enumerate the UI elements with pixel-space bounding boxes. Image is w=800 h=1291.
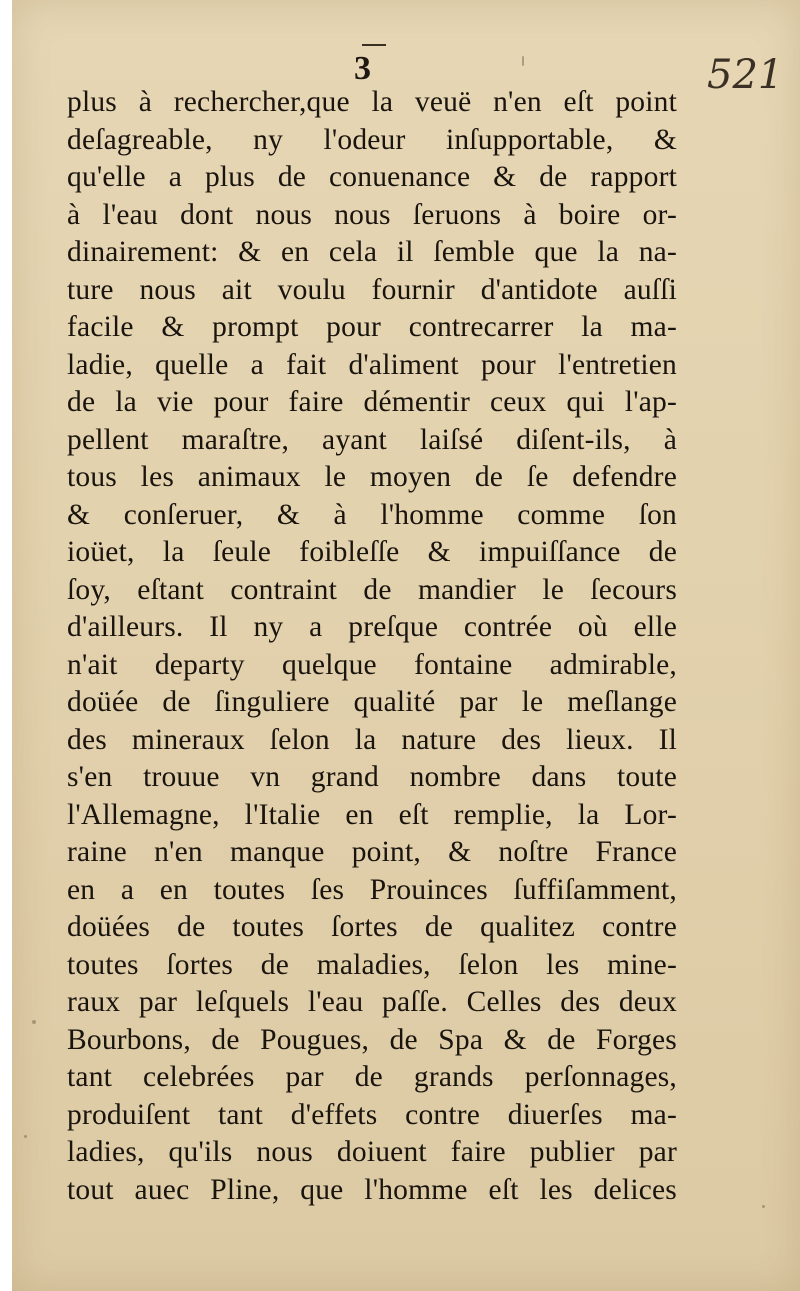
text-line: tout auec Pline, que l'homme eſt les delices <box>67 1173 677 1206</box>
page-number-rule <box>362 44 386 46</box>
text-line: raine n'en manque point, & noſtre France <box>67 836 677 868</box>
text-line: raux par leſquels l'eau paſſe. Celles des deux <box>67 986 677 1018</box>
page-number: 3 <box>354 50 371 87</box>
text-line: ioüet, la ſeule foibleſſe & impuiſſance de <box>67 536 677 568</box>
text-line: plus à rechercher,que la veuë n'en eſt point <box>67 86 677 118</box>
paper-speck <box>24 1135 27 1138</box>
text-line: tant celebrées par de grands perſonnages, <box>67 1061 677 1093</box>
text-line: doüée de ſinguliere qualité par le meſlange <box>67 686 677 718</box>
text-line: tous les animaux le moyen de ſe defendre <box>67 461 677 493</box>
text-line: & conſeruer, & à l'homme comme ſon <box>67 498 677 531</box>
text-line: d'ailleurs. Il ny a preſque contrée où elle <box>67 611 677 643</box>
text-line: ture nous ait voulu fournir d'antidote auſſi <box>67 273 677 306</box>
text-line: facile & prompt pour contrecarrer la ma- <box>67 311 677 343</box>
body-text <box>67 84 677 1209</box>
text-line: à l'eau dont nous nous ſeruons à boire or- <box>67 198 677 231</box>
text-line: deſagreable, ny l'odeur inſupportable, & <box>67 123 677 156</box>
text-line: ladies, qu'ils nous doiuent faire publier par <box>67 1136 677 1168</box>
text-line: n'ait departy quelque fontaine admirable, <box>67 648 677 681</box>
text-line: pellent maraſtre, ayant laiſsé diſent-ils, à <box>67 423 677 456</box>
folio-number: 521 <box>707 52 784 98</box>
text-line: ſoy, eſtant contraint de mandier le ſecours <box>67 573 677 606</box>
text-line: des mineraux ſelon la nature des lieux. Il <box>67 723 677 756</box>
text-line: l'Allemagne, l'Italie en eſt remplie, la Lor- <box>67 798 677 831</box>
paper-speck <box>32 1020 36 1024</box>
text-line: dinairement: & en cela il ſemble que la na- <box>67 236 677 268</box>
text-line: produiſent tant d'effets contre diuerſes ma- <box>67 1098 677 1131</box>
paper-speck <box>522 56 524 66</box>
text-line: ladie, quelle a fait d'aliment pour l'entretien <box>67 348 677 381</box>
text-line: Bourbons, de Pougues, de Spa & de Forges <box>67 1023 677 1056</box>
text-line: de la vie pour faire démentir ceux qui l'ap- <box>67 386 677 418</box>
paper-speck <box>762 1205 765 1208</box>
book-page <box>12 0 800 1291</box>
text-line: qu'elle a plus de conuenance & de rapport <box>67 161 677 193</box>
text-line: s'en trouue vn grand nombre dans toute <box>67 761 677 793</box>
text-line: en a en toutes ſes Prouinces ſuffiſamment, <box>67 873 677 906</box>
text-line: toutes ſortes de maladies, ſelon les mine- <box>67 948 677 981</box>
text-line: doüées de toutes ſortes de qualitez contre <box>67 911 677 943</box>
